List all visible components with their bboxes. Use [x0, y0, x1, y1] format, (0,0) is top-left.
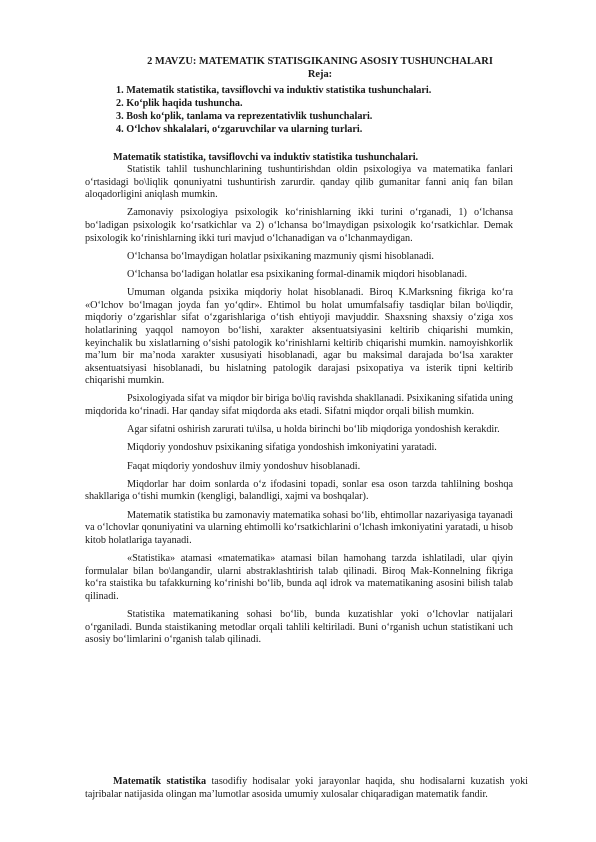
- paragraph: Agar sifatni oshirish zarurati tu\ilsa, u holda birinchi bo‘lib miqdoriga yondoshish kerakdir.: [127, 424, 500, 436]
- paragraph: Statistika matematikaning sohasi bo‘lib, bunda kuzatishlar yoki o‘lchovlar natijalari o‘rganiladi. Bunda staistikaning metodlar orqali tahlili keltiriladi. Buni o‘rganish uchun statistikani uch asosiy bo‘limlarini o‘rganish talab qilinadi.: [85, 608, 513, 646]
- paragraph: Umuman olganda psixika miqdoriy holat hisoblanadi. Biroq K.Marksning fikriga ko‘ra «O‘lchov bo‘lmagan joyda fan yo‘qdir». Ehtimol bu holat umumfalsafiy tasdiqlar bilan bo\liqdir, miqdoriy o‘zgarishlar sifat o‘zgarishlariga o‘tish ehtiyoji mavjuddir. Shaxsning shaxsiy o‘ziga xos holatlarining yaqqol namoyon bo‘lishi, xarakter aksentuatsiyasini keltirib chiqarishi mumkin, keyinchalik bu xislatlarning o‘sishi patologik ko‘rinishlarni keltirib chiqarishi mumkin. namoyishkorlik ma’lum bir ma’noda xarakter xususiyati hisoblanadi, agar bu maksimal darajada bo‘lsa xarakter aksentuatsiyasi hisoblanadi, bu hislatning patologik darajasi psixopatiya va isterik tipni keltirib chiqarishi mumkin.: [85, 287, 513, 387]
- page-title: 2 MAVZU: MATEMATIK STATISGIKANING ASOSIY TUSHUNCHALARI: [147, 56, 493, 67]
- plan-item: 4. O‘lchov shkalalari, o‘zgaruvchilar va ularning turlari.: [116, 124, 363, 135]
- body-text: [85, 164, 513, 652]
- plan-label: Reja:: [307, 69, 333, 80]
- plan-item: 2. Ko‘plik haqida tushuncha.: [116, 98, 243, 109]
- definition-text: tasodifiy hodisalar yoki jarayonlar haqida, shu hodisalarni kuzatish yoki tajribalar natijasida olingan ma’lumotlar asosida umumiy xulosalar chiqaradigan matematik fandir.: [85, 776, 528, 800]
- paragraph: Miqdoriy yondoshuv psixikaning sifatiga yondoshish imkoniyatini yaratadi.: [127, 442, 437, 454]
- paragraph: O‘lchansa bo‘lmaydigan holatlar psixikaning mazmuniy qismi hisoblanadi.: [127, 250, 434, 262]
- section-heading: Matematik statistika, tavsiflovchi va induktiv statistika tushunchalari.: [113, 152, 419, 163]
- paragraph: O‘lchansa bo‘ladigan holatlar esa psixikaning formal-dinamik miqdori hisoblanadi.: [127, 268, 468, 280]
- definition-term: Matematik statistika: [113, 776, 207, 788]
- paragraph: Matematik statistika bu zamonaviy matematika sohasi bo‘lib, ehtimollar nazariyasiga tayanadi va o‘lchovlar qonuniyatini va ularning ehtimolli ko‘rsatkichlarini o‘lchash imkoniyatini yaratadi, u hisob kitob holatlariga tayanadi.: [85, 509, 513, 546]
- paragraph: «Statistika» atamasi «matematika» atamasi bilan hamohang tarzda ishlatiladi, ular qiyin formulalar bilan bo\langandir, ularni abstraklashtirish talab qilinadi. Biroq Mak-Konnelning fikriga ko‘ra staistika bu tafakkurning ko‘rinishi bo‘lib, bunda aql idrok va matematikaning asosini bilish talab qilinadi.: [85, 552, 513, 602]
- paragraph: Statistik tahlil tushunchlarining tushuntirishdan oldin psixologiya va matematika fanlari o‘rtasidagi bo\liqlik qonuniyatni tushuntirish zarurdir. qanday qilib gumanitar fanni aniq fan bilan aloqadorligini aniqlash mumkin.: [85, 164, 513, 201]
- definition-paragraph: [85, 776, 528, 801]
- plan-item: 3. Bosh ko‘plik, tanlama va reprezentativlik tushunchalari.: [116, 111, 373, 122]
- plan-list: [116, 84, 556, 136]
- paragraph: Faqat miqdoriy yondoshuv ilmiy yondoshuv hisoblanadi.: [127, 460, 361, 472]
- plan-item: 1. Matematik statistika, tavsiflovchi va induktiv statistika tushunchalari.: [116, 85, 432, 96]
- paragraph: Miqdorlar har doim sonlarda o‘z ifodasini topadi, sonlar esa oson tarzda tahlilning boshqa shakllariga o‘tishi mumkin (kengligi, balandligi, xajmi va boshqalar).: [85, 478, 513, 503]
- paragraph: Psixologiyada sifat va miqdor bir biriga bo\liq ravishda shakllanadi. Psixikaning sifatida uning miqdorida ko‘rinadi. Har qanday sifat miqdorda aks etadi. Sifatni miqdor orqali bilish mumkin.: [85, 393, 513, 418]
- paragraph: Zamonaviy psixologiya psixologik ko‘rinishlarning ikki turini o‘rganadi, 1) o‘lchansa bo‘ladigan psixologik ko‘rsatkichlar va 2) o‘lchansa bo‘lmaydigan psixologik ko‘rsatkichlar. Demak psixologik ko‘rinishlarning ikki turi mavjud o‘lchanadigan va o‘lchanmaydigan.: [85, 207, 513, 244]
